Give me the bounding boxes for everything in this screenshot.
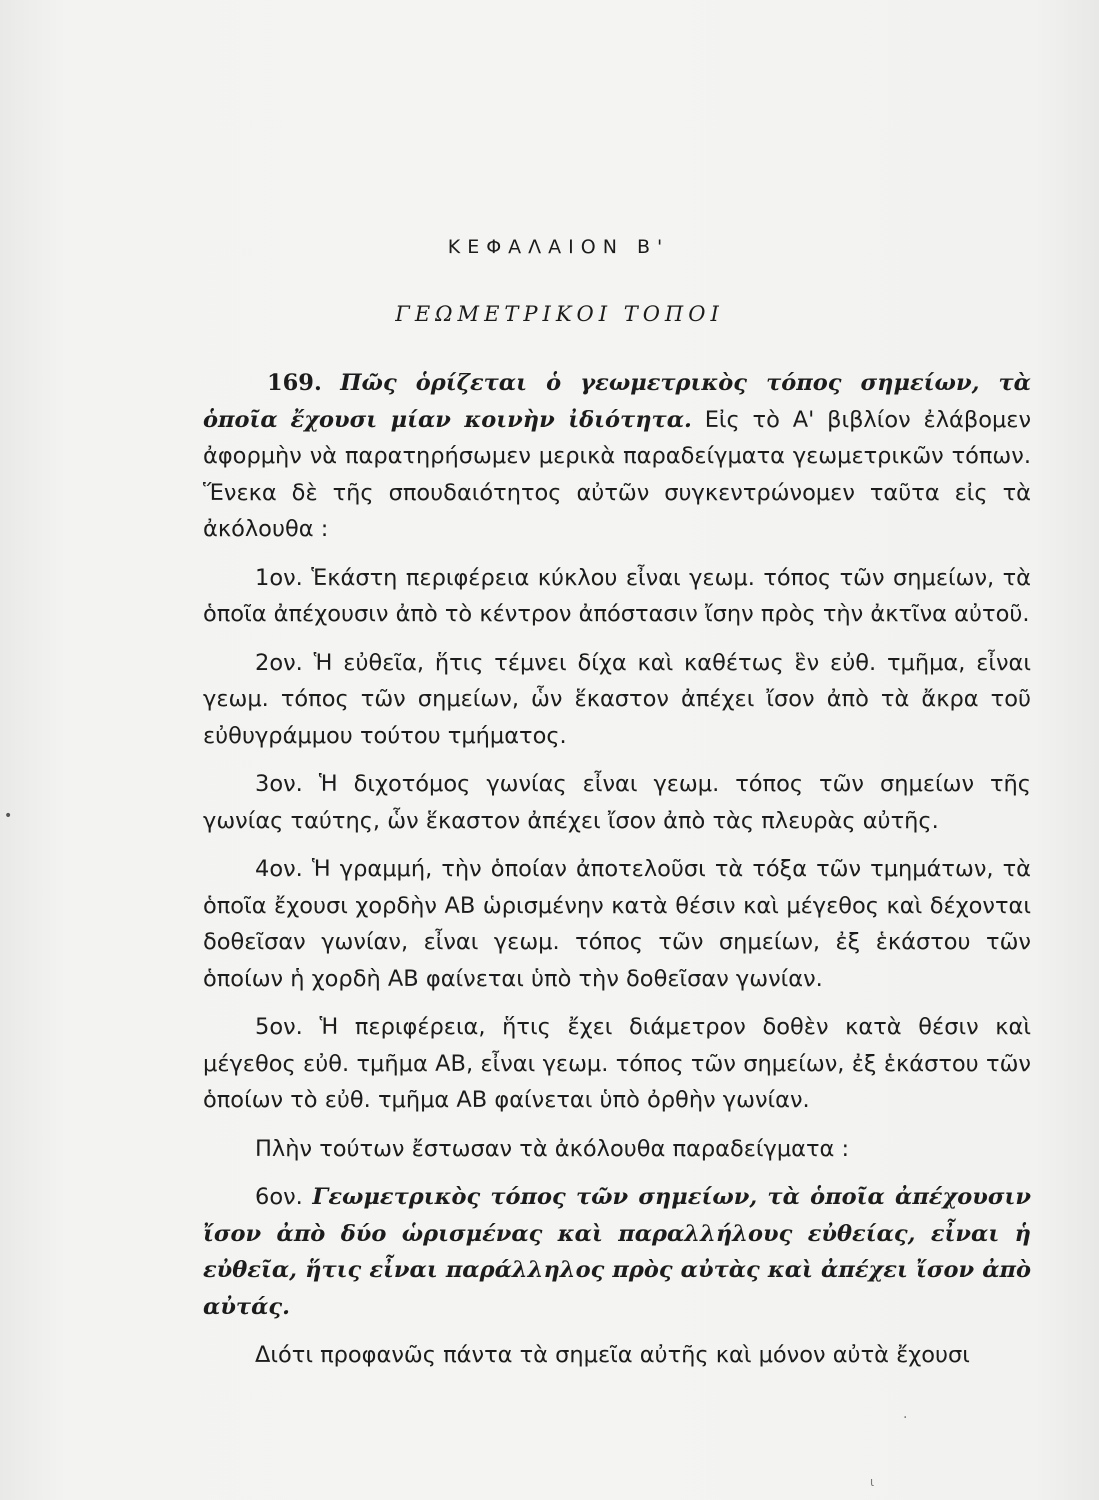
page-body	[203, 365, 1031, 1386]
item-text: Ἡ εὐθεῖα, ἥτις τέμνει δίχα καὶ καθέτως ἓν εὐθ. τμῆμα, εἶναι γεωμ. τόπος τῶν σημείων, ὧν ἕκαστον ἀπέχει ἴσον ἀπὸ τὰ ἄκρα τοῦ εὐθυγράμμου τούτου τμήματος.	[203, 649, 1031, 749]
list-item	[203, 560, 1031, 633]
item-6-text: Γεωμετρικὸς τόπος τῶν σημείων, τὰ ὁποῖα ἀπέχουσιν ἴσον ἀπὸ δύο ὡρισμένας καὶ παραλλήλους εὐθείας, εἶναι ἡ εὐθεῖα, ἥτις εἶναι παράλληλος πρὸς αὐτὰς καὶ ἀπέχει ἴσον ἀπὸ αὐτάς.	[203, 1184, 1031, 1320]
item-label: 6ον.	[255, 1184, 303, 1210]
item-text: Ἡ γραμμή, τὴν ὁποίαν ἀποτελοῦσι τὰ τόξα τῶν τμημάτων, τὰ ὁποῖα ἔχουσι χορδὴν ΑΒ ὡρισμένην κατὰ θέσιν καὶ μέγεθος καὶ δέχονται δοθεῖσαν γωνίαν, εἶναι γεωμ. τόπος τῶν σημείων, ἐξ ἑκάστου τῶν ὁποίων ἡ χορδὴ ΑΒ φαίνεται ὑπὸ τὴν δοθεῖσαν γωνίαν.	[203, 856, 1031, 992]
item-text: Ἡ διχοτόμος γωνίας εἶναι γεωμ. τόπος τῶν σημείων τῆς γωνίας ταύτης, ὧν ἕκαστον ἀπέχει ἴσον ἀπὸ τὰς πλευρὰς αὐτῆς.	[203, 771, 1032, 834]
item-label: 4ον.	[255, 856, 303, 882]
list-item-6	[203, 1179, 1031, 1325]
item-label: 2ον.	[255, 649, 303, 676]
section-question-cont: ἔχουσι μίαν κοινὴν ἰδιότητα.	[290, 406, 692, 433]
chapter-title: ΓΕΩΜΕΤΡΙΚΟΙ ΤΟΠΟΙ	[395, 302, 724, 326]
margin-mark: •	[4, 808, 13, 824]
transition-paragraph: Πλὴν τούτων ἔστωσαν τὰ ἀκόλουθα παραδείγματα :	[255, 1135, 850, 1162]
chapter-heading: ΚΕΦΑΛΑΙΟΝ Β'	[447, 236, 670, 258]
list-item	[203, 766, 1031, 839]
stray-mark: ι	[870, 1475, 875, 1489]
list-item	[203, 645, 1031, 755]
closing-paragraph: Διότι προφανῶς πάντα τὰ σημεῖα αὐτῆς καὶ μόνον αὐτὰ ἔχουσι	[255, 1342, 970, 1368]
stray-mark: ·	[903, 1410, 908, 1426]
list-item	[203, 1009, 1031, 1119]
list-item	[203, 851, 1031, 997]
item-text: Ἑκάστη περιφέρεια κύκλου εἶναι γεωμ. τόπος τῶν σημείων, τὰ ὁποῖα ἀπέχουσιν ἀπὸ τὸ κέντρον ἀπόστασιν ἴσην πρὸς τὴν ἀκτῖνα αὐτοῦ.	[203, 564, 1032, 627]
section-intro: Εἰς τὸ Α' βιβλίον ἐλάβομεν ἀφορμὴν νὰ παρατηρήσωμεν μερικὰ παραδείγματα γεωμετρικῶν τόπων. Ἕνεκα δὲ τῆς σπουδαιότητος αὐτῶν συγκεντρώνομεν ταῦτα εἰς τὰ ἀκόλουθα :	[203, 406, 1032, 542]
item-label: 1ον.	[255, 564, 303, 591]
item-label: 5ον.	[255, 1014, 303, 1040]
section-169-paragraph	[203, 365, 1031, 548]
item-label: 3ον.	[255, 771, 303, 797]
section-question: Πῶς ὁρίζεται ὁ γεωμετρικὸς τόπος σημείων, τὰ ὁποῖα	[203, 370, 1031, 433]
section-number: 169.	[267, 370, 322, 396]
item-text: Ἡ περιφέρεια, ἥτις ἔχει διάμετρον δοθὲν κατὰ θέσιν καὶ μέγεθος εὐθ. τμῆμα ΑΒ, εἶναι γεωμ. τόπος τῶν σημείων, ἐξ ἑκάστου τῶν ὁποίων τὸ εὐθ. τμῆμα ΑΒ φαίνεται ὑπὸ ὀρθὴν γωνίαν.	[203, 1014, 1031, 1113]
